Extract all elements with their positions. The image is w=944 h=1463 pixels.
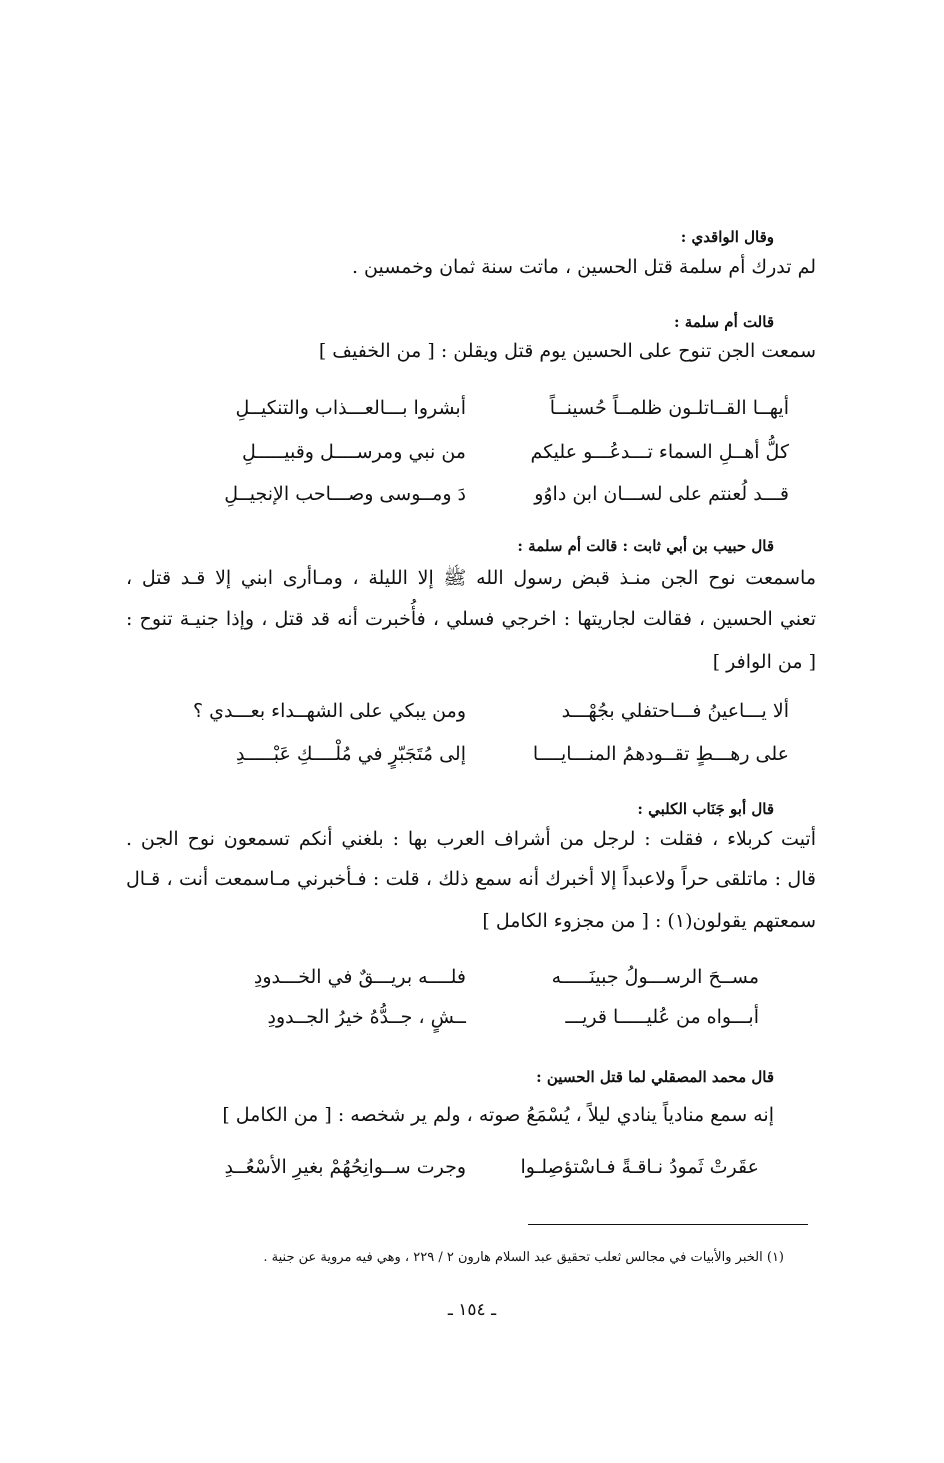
section-heading: قال محمد المصقلي لما قتل الحسين : bbox=[536, 1068, 774, 1086]
verse-second-hemistich: ــشٍ ، جــدُّهُ خيرُ الجــدودِ bbox=[267, 1006, 466, 1028]
prose-line: سمعت الجن تنوح على الحسين يوم قتل ويقلن : [ من الخفيف ] bbox=[318, 340, 816, 362]
verse-first-hemistich: قـــد لُعنتم على لســـان ابن داوُو bbox=[534, 483, 789, 505]
verse-second-hemistich: فلــــه بريـــقٌ في الخـــدودِ bbox=[253, 966, 466, 988]
prose-line: لم تدرك أم سلمة قتل الحسين ، ماتت سنة ثمان وخمسين . bbox=[351, 256, 816, 278]
verse-second-hemistich: دَ ومــوسى وصـــاحب الإنجيــلِ bbox=[224, 483, 466, 505]
verse-first-hemistich: على رهـــطٍ تقــودهمُ المنـــايــــا bbox=[532, 743, 789, 765]
prose-line: قال : ماتلقى حراً ولاعبداً إلا أخبرك أنه سمع ذلك ، قلت : فـأخبرني مـاسمعت أنت ، قـال bbox=[126, 868, 816, 890]
verse-first-hemistich: مســحَ الرســـولُ جبينَـــــه bbox=[551, 966, 759, 988]
verse-second-hemistich: ومن يبكي على الشهــداء بعـــدي ؟ bbox=[192, 700, 466, 722]
section-heading: وقال الواقدي : bbox=[680, 228, 774, 246]
prose-line: إنه سمع منادياً ينادي ليلاً ، يُسْمَعُ صوته ، ولم ير شخصه : [ من الكامل ] bbox=[222, 1104, 774, 1126]
footnote-divider bbox=[528, 1224, 808, 1225]
verse-second-hemistich: من نبي ومرســــل وقبيـــــلِ bbox=[242, 441, 466, 463]
prose-line: أتيت كربلاء ، فقلت : لرجل من أشراف العرب بها : بلغني أنكم تسمعون نوح الجن . bbox=[126, 828, 816, 850]
verse-second-hemistich: وجرت ســوانِحُهُمْ بغيرِ الأسْعُــدِ bbox=[224, 1156, 466, 1178]
section-heading: قال أبو جَنَاب الكلبي : bbox=[637, 800, 774, 818]
verse-first-hemistich: عقَرتْ ثَمودُ نـاقـةً فـاسْتؤصِلـوا bbox=[520, 1156, 759, 1178]
prose-line: ماسمعت نوح الجن منـذ قبض رسول الله ﷺ إلا الليلة ، ومـاأرى ابني إلا قـد قتل ، bbox=[126, 567, 816, 589]
prose-line: [ من الوافر ] bbox=[712, 651, 816, 673]
footnote: (١) الخبر والأبيات في مجالس ثعلب تحقيق عبد السلام هارون ٢ / ٢٢٩ ، وهي فيه مروية عن جنية . bbox=[263, 1250, 784, 1265]
verse-first-hemistich: كلُّ أهــلِ السماء تـــدعُـــو عليكم bbox=[530, 441, 789, 463]
verse-first-hemistich: أيهــا القــاتلـون ظلمــاً حُسينــاً bbox=[549, 397, 789, 419]
verse-second-hemistich: أبشروا بـــالعـــذاب والتنكيــلِ bbox=[235, 397, 466, 419]
verse-first-hemistich: أبـــواه من عُليـــــا قريـــ bbox=[565, 1006, 759, 1028]
verse-second-hemistich: إلى مُتَجَبّرٍ في مُلْــــكِ عَبْـــــدِ bbox=[236, 743, 466, 765]
section-heading: قال حبيب بن أبي ثابت : قالت أم سلمة : bbox=[517, 537, 774, 555]
verse-first-hemistich: ألا يـــاعينُ فـــاحتفلي بجُهْـــد bbox=[561, 700, 789, 722]
prose-line: تعني الحسين ، فقالت لجاريتها : اخرجي فسلي ، فأُخبرت أنه قد قتل ، وإذا جنيـة تنوح : bbox=[126, 608, 816, 630]
prose-line: سمعتهم يقولون(١) : [ من مجزوء الكامل ] bbox=[482, 910, 816, 932]
section-heading: قالت أم سلمة : bbox=[674, 313, 774, 331]
page-number: ـ ١٥٤ ـ bbox=[447, 1300, 497, 1320]
